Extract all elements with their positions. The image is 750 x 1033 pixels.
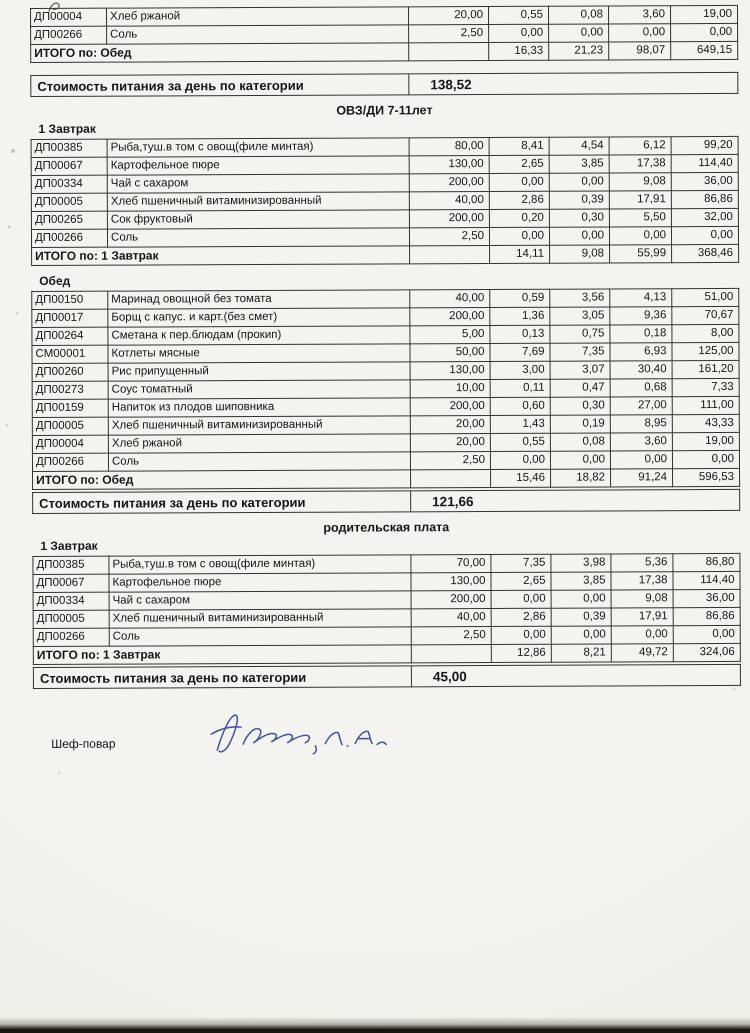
item-code-cell: ДП00005 [33, 610, 109, 628]
item-name-cell: Рис припущенный [108, 362, 410, 381]
item-value-cell: 9,08 [611, 590, 673, 608]
day-cost-label-cell: Стоимость питания за день по категории [33, 666, 411, 689]
item-value-cell: 4,13 [610, 289, 672, 307]
item-value-cell: 7,35 [550, 343, 610, 361]
item-value-cell: 0,11 [490, 379, 550, 397]
item-qty-cell: 2,50 [409, 24, 489, 42]
item-value-cell: 3,85 [549, 155, 609, 173]
item-value-cell: 7,35 [491, 554, 551, 572]
item-value-cell: 7,33 [672, 378, 739, 396]
item-value-cell: 3,07 [550, 361, 610, 379]
item-value-cell: 161,20 [672, 360, 739, 378]
item-name-cell: Напиток из плодов шиповника [108, 398, 410, 417]
item-name-cell: Хлеб ржаной [107, 7, 409, 26]
item-value-cell: 0,00 [609, 24, 671, 42]
item-qty-cell [409, 42, 489, 60]
item-value-cell: 0,00 [489, 24, 549, 42]
item-qty-cell: 200,00 [410, 307, 490, 325]
total-value-cell: 91,24 [611, 469, 673, 487]
item-value-cell: 0,59 [490, 289, 550, 307]
item-code-cell: СМ00001 [32, 345, 108, 363]
item-name-cell: Хлеб пшеничный витаминизированный [108, 416, 410, 435]
item-value-cell: 0,39 [551, 608, 611, 626]
total-label-cell: ИТОГО по: Обед [31, 43, 409, 63]
meal-section-label: 1 Завтрак [38, 121, 96, 136]
day-cost-table [33, 664, 741, 689]
item-qty-cell: 5,00 [410, 325, 490, 343]
day-cost-row [33, 664, 740, 688]
item-value-cell: 6,12 [609, 137, 671, 155]
menu-items-table [30, 5, 738, 63]
item-name-cell: Хлеб пшеничный витаминизированный [107, 192, 409, 211]
item-value-cell: 111,00 [672, 396, 739, 414]
item-value-cell: 1,36 [490, 307, 550, 325]
item-qty-cell: 130,00 [410, 361, 490, 379]
item-value-cell: 0,00 [671, 226, 738, 244]
total-value-cell: 8,21 [551, 644, 611, 662]
item-value-cell: 3,98 [551, 554, 611, 572]
item-name-cell: Рыба,туш.в том с овощ(филе минтая) [109, 555, 411, 574]
total-value-cell: 324,06 [673, 643, 740, 661]
item-qty-cell: 2,50 [410, 451, 490, 469]
item-qty-cell: 200,00 [409, 209, 489, 227]
item-qty-cell: 130,00 [411, 572, 491, 590]
chef-title-label: Шеф-повар [51, 736, 116, 751]
item-qty-cell: 80,00 [409, 137, 489, 155]
item-value-cell: 0,00 [491, 626, 551, 644]
item-value-cell: 0,08 [548, 6, 608, 24]
item-name-cell: Картофельное пюре [109, 573, 411, 592]
item-qty-cell: 200,00 [409, 173, 489, 191]
item-value-cell: 3,56 [550, 289, 610, 307]
total-value-cell: 9,08 [550, 245, 610, 263]
category-header: родительская плата [323, 520, 450, 535]
item-qty-cell: 2,50 [409, 227, 489, 245]
item-code-cell: ДП00334 [31, 175, 107, 193]
item-name-cell: Соль [107, 25, 409, 44]
day-cost-value-cell: 138,52 [409, 72, 738, 94]
total-row [33, 643, 740, 664]
total-value-cell: 18,82 [551, 469, 611, 487]
item-value-cell: 2,86 [491, 608, 551, 626]
total-value-cell: 368,46 [672, 244, 739, 262]
day-cost-row [31, 72, 738, 96]
item-value-cell: 0,30 [550, 397, 610, 415]
total-value-cell: 14,11 [490, 245, 550, 263]
item-value-cell: 70,67 [672, 306, 739, 324]
total-row [31, 41, 738, 62]
total-value-cell: 596,53 [673, 468, 740, 486]
item-value-cell: 0,00 [489, 173, 549, 191]
item-name-cell: Рыба,туш.в том с овощ(филе минтая) [107, 138, 409, 157]
item-value-cell: 17,38 [611, 572, 673, 590]
menu-items-table [31, 136, 740, 266]
item-value-cell: 17,91 [611, 608, 673, 626]
day-cost-table [32, 489, 740, 514]
item-value-cell: 17,38 [609, 155, 671, 173]
item-value-cell: 7,69 [490, 343, 550, 361]
item-value-cell: 0,00 [610, 451, 672, 469]
item-value-cell: 9,08 [609, 173, 671, 191]
item-value-cell: 51,00 [672, 288, 739, 306]
item-value-cell: 8,41 [489, 137, 549, 155]
item-value-cell: 86,80 [673, 553, 740, 571]
item-code-cell: ДП00266 [31, 229, 107, 247]
item-value-cell: 43,33 [672, 414, 739, 432]
item-value-cell: 5,36 [611, 554, 673, 572]
item-value-cell: 0,00 [549, 173, 609, 191]
item-code-cell: ДП00266 [32, 453, 108, 471]
item-value-cell: 0,75 [550, 325, 610, 343]
item-value-cell: 86,86 [673, 607, 740, 625]
total-value-cell: 98,07 [609, 42, 671, 60]
item-value-cell: 2,65 [489, 155, 549, 173]
meal-section-label: 1 Завтрак [40, 538, 98, 553]
item-qty-cell: 130,00 [409, 155, 489, 173]
chef-signature-strokes [211, 714, 386, 754]
item-value-cell: 0,00 [551, 590, 611, 608]
item-value-cell: 86,86 [671, 190, 738, 208]
item-value-cell: 0,00 [673, 625, 740, 643]
item-value-cell: 27,00 [610, 397, 672, 415]
item-qty-cell: 10,00 [410, 379, 490, 397]
item-code-cell: ДП00264 [32, 327, 108, 345]
item-name-cell: Сок фруктовый [107, 210, 409, 229]
item-name-cell: Сметана к пер.блюдам (прокип) [108, 326, 410, 345]
item-qty-cell: 50,00 [410, 343, 490, 361]
item-value-cell: 32,00 [671, 208, 738, 226]
item-name-cell: Соль [107, 228, 409, 247]
total-value-cell: 649,15 [671, 41, 738, 59]
item-qty-cell: 40,00 [411, 608, 491, 626]
item-value-cell: 0,55 [488, 6, 548, 24]
item-code-cell: ДП00385 [33, 556, 109, 574]
scan-edge-shadow [0, 1017, 750, 1033]
item-name-cell: Соль [109, 627, 411, 646]
item-value-cell: 0,00 [489, 227, 549, 245]
item-value-cell: 17,91 [609, 191, 671, 209]
item-value-cell: 114,40 [671, 154, 738, 172]
item-value-cell: 0,47 [550, 379, 610, 397]
item-name-cell: Хлеб ржаной [108, 434, 410, 453]
item-value-cell: 9,36 [610, 307, 672, 325]
item-code-cell: ДП00266 [33, 628, 109, 646]
item-code-cell: ДП00005 [31, 193, 107, 211]
item-qty-cell: 20,00 [408, 6, 488, 24]
total-row [33, 468, 740, 489]
item-qty-cell: 2,50 [411, 626, 491, 644]
day-cost-value-cell: 45,00 [411, 664, 740, 686]
item-code-cell: ДП00004 [32, 435, 108, 453]
day-cost-label-cell: Стоимость питания за день по категории [33, 491, 411, 514]
item-name-cell: Борщ с капус. и карт.(без смет) [108, 308, 410, 327]
item-qty-cell: 20,00 [410, 433, 490, 451]
total-label-cell: ИТОГО по: Обед [33, 470, 411, 490]
item-value-cell: 36,00 [673, 589, 740, 607]
item-name-cell: Соус томатный [108, 380, 410, 399]
item-value-cell: 0,00 [551, 626, 611, 644]
item-value-cell: 8,00 [672, 324, 739, 342]
item-code-cell: ДП00273 [32, 381, 108, 399]
item-code-cell: ДП00004 [31, 8, 107, 26]
item-value-cell: 0,00 [549, 227, 609, 245]
total-value-cell: 16,33 [489, 42, 549, 60]
item-value-cell: 3,00 [490, 361, 550, 379]
item-code-cell: ДП00385 [31, 139, 107, 157]
item-value-cell: 0,20 [489, 209, 549, 227]
item-value-cell: 2,86 [489, 191, 549, 209]
menu-items-table [32, 553, 740, 665]
total-value-cell: 12,86 [491, 644, 551, 662]
document-sheet [30, 5, 741, 761]
item-code-cell: ДП00265 [31, 211, 107, 229]
item-qty-cell: 200,00 [411, 590, 491, 608]
signature-block [33, 720, 741, 761]
item-value-cell: 0,00 [671, 23, 738, 41]
item-value-cell: 3,60 [610, 433, 672, 451]
item-name-cell: Чай с сахаром [107, 174, 409, 193]
item-code-cell: ДП00159 [32, 399, 108, 417]
item-value-cell: 36,00 [671, 172, 738, 190]
item-name-cell: Котлеты мясные [108, 344, 410, 363]
item-name-cell: Картофельное пюре [107, 156, 409, 175]
item-value-cell: 0,30 [549, 209, 609, 227]
item-qty-cell [410, 245, 490, 263]
item-code-cell: ДП00067 [33, 574, 109, 592]
item-value-cell: 125,00 [672, 342, 739, 360]
item-code-cell: ДП00067 [31, 157, 107, 175]
item-value-cell: 0,55 [490, 433, 550, 451]
item-code-cell: ДП00005 [32, 417, 108, 435]
item-qty-cell: 40,00 [410, 289, 490, 307]
item-code-cell: ДП00150 [32, 291, 108, 309]
chef-signature-icon [207, 705, 407, 760]
item-value-cell: 0,60 [490, 397, 550, 415]
scan-noise [0, 0, 2, 2]
item-value-cell: 5,50 [609, 209, 671, 227]
item-qty-cell: 20,00 [410, 415, 490, 433]
day-cost-table [30, 72, 738, 97]
total-row [32, 244, 739, 265]
item-value-cell: 99,20 [671, 136, 738, 154]
total-label-cell: ИТОГО по: 1 Завтрак [32, 246, 410, 266]
item-qty-cell: 200,00 [410, 397, 490, 415]
total-value-cell: 15,46 [491, 469, 551, 487]
day-cost-value-cell: 121,66 [411, 489, 740, 511]
item-name-cell: Хлеб пшеничный витаминизированный [109, 609, 411, 628]
item-value-cell: 0,00 [611, 626, 673, 644]
item-qty-cell: 70,00 [411, 554, 491, 572]
item-value-cell: 19,00 [672, 432, 739, 450]
item-value-cell: 3,05 [550, 307, 610, 325]
item-value-cell: 2,65 [491, 572, 551, 590]
item-value-cell: 0,18 [610, 325, 672, 343]
item-value-cell: 0,19 [550, 415, 610, 433]
day-cost-row [33, 489, 740, 513]
item-code-cell: ДП00334 [33, 592, 109, 610]
item-value-cell: 3,85 [551, 572, 611, 590]
item-value-cell: 30,40 [610, 361, 672, 379]
item-value-cell: 0,08 [550, 433, 610, 451]
category-header: ОВЗ/ДИ 7-11лет [336, 103, 433, 118]
item-value-cell: 0,00 [672, 450, 739, 468]
item-value-cell: 0,00 [490, 451, 550, 469]
total-value-cell: 21,23 [549, 42, 609, 60]
document-blocks [30, 5, 741, 689]
item-value-cell: 114,40 [673, 571, 740, 589]
item-name-cell: Соль [108, 452, 410, 471]
item-value-cell: 0,00 [609, 227, 671, 245]
item-qty-cell: 40,00 [409, 191, 489, 209]
meal-section-label: Обед [39, 273, 71, 288]
item-value-cell: 3,60 [608, 6, 670, 24]
day-cost-label-cell: Стоимость питания за день по категории [31, 74, 409, 97]
item-value-cell: 0,39 [549, 191, 609, 209]
item-value-cell: 8,95 [610, 415, 672, 433]
total-value-cell: 55,99 [610, 245, 672, 263]
item-qty-cell [411, 644, 491, 662]
item-value-cell: 4,54 [549, 137, 609, 155]
item-value-cell: 0,00 [549, 24, 609, 42]
menu-items-table [31, 288, 740, 490]
item-value-cell: 6,93 [610, 343, 672, 361]
item-value-cell: 0,13 [490, 325, 550, 343]
item-code-cell: ДП00017 [32, 309, 108, 327]
item-value-cell: 0,00 [491, 590, 551, 608]
item-name-cell: Чай с сахаром [109, 591, 411, 610]
item-value-cell: 0,00 [550, 451, 610, 469]
item-name-cell: Маринад овощной без томата [108, 290, 410, 309]
item-qty-cell [411, 469, 491, 487]
total-label-cell: ИТОГО по: 1 Завтрак [33, 645, 411, 665]
total-value-cell: 49,72 [611, 644, 673, 662]
item-code-cell: ДП00260 [32, 363, 108, 381]
item-value-cell: 19,00 [670, 5, 737, 23]
item-code-cell: ДП00266 [31, 26, 107, 44]
item-value-cell: 1,43 [490, 415, 550, 433]
item-value-cell: 0,68 [610, 379, 672, 397]
